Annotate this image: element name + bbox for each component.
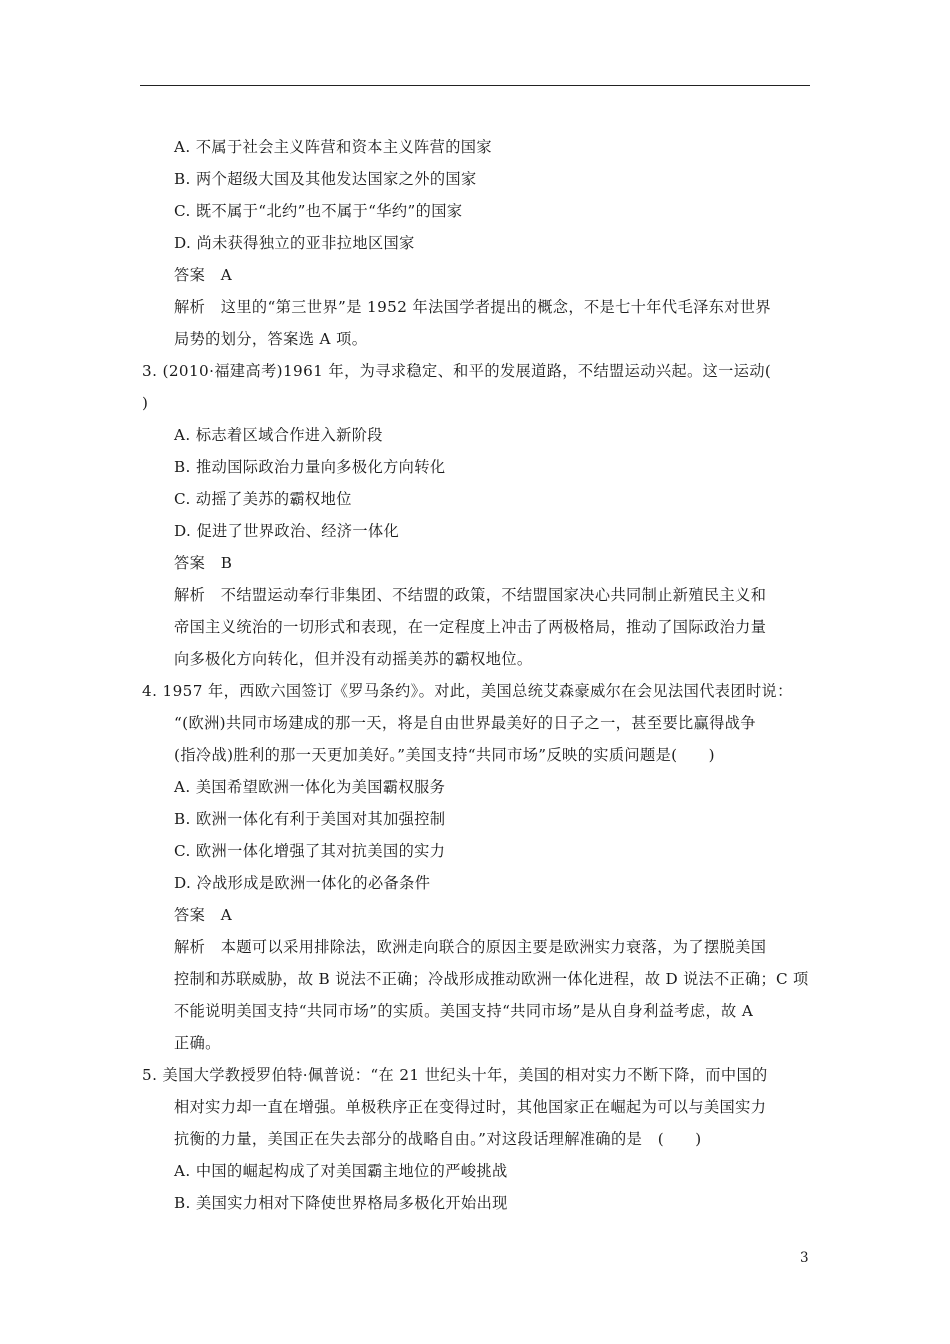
option-d: D. 尚未获得独立的亚非拉地区国家 [174,234,415,252]
option-d: D. 促进了世界政治、经济一体化 [174,522,400,540]
answer: 答案 B [174,554,233,572]
option-c: C. 既不属于“北约”也不属于“华约”的国家 [174,202,463,220]
analysis: 解析 本题可以采用排除法，欧洲走向联合的原因主要是欧洲实力衰落，为了摆脱美国 [174,938,767,956]
analysis: 解析 这里的“第三世界”是 1952 年法国学者提出的概念，不是七十年代毛泽东对世界 [174,298,772,316]
analysis-continued: 帝国主义统治的一切形式和表现，在一定程度上冲击了两极格局，推动了国际政治力量 [174,618,767,636]
analysis-continued: 向多极化方向转化，但并没有动摇美苏的霸权地位。 [174,650,533,668]
option-a: A. 标志着区域合作进入新阶段 [174,426,383,444]
question-4: 4. 1957 年，西欧六国签订《罗马条约》。对此，美国总统艾森豪威尔在会见法国代表团时说： [142,682,793,700]
question-5-continued: 相对实力却一直在增强。单极秩序正在变得过时，其他国家正在崛起为可以与美国实力 [174,1098,767,1116]
answer: 答案 A [174,266,233,284]
analysis-continued: 局势的划分，答案选 A 项。 [174,330,368,348]
question-4-stem-end: (指冷战)胜利的那一天更加美好。”美国支持“共同市场”反映的实质问题是( ) [174,746,715,764]
question-5: 5. 美国大学教授罗伯特·佩普说：“在 21 世纪头十年，美国的相对实力不断下降，而中国的 [142,1066,768,1084]
question-5-continued: 抗衡的力量，美国正在失去部分的战略自由。”对这段话理解准确的是 ( ) [174,1130,702,1148]
option-a: A. 中国的崛起构成了对美国霸主地位的严峻挑战 [174,1162,508,1180]
analysis: 解析 不结盟运动奉行非集团、不结盟的政策，不结盟国家决心共同制止新殖民主义和 [174,586,767,604]
option-a: A. 美国希望欧洲一体化为美国霸权服务 [174,778,446,796]
analysis-continued: 正确。 [174,1034,221,1052]
header-rule [140,85,810,86]
option-a: A. 不属于社会主义阵营和资本主义阵营的国家 [174,138,492,156]
analysis-continued: 不能说明美国支持“共同市场”的实质。美国支持“共同市场”是从自身利益考虑，故 A [174,1002,754,1020]
option-b: B. 两个超级大国及其他发达国家之外的国家 [174,170,477,188]
analysis-continued: 控制和苏联威胁，故 B 说法不正确；冷战形成推动欧洲一体化进程，故 D 说法不正确；C 项 [174,970,809,988]
option-c: C. 动摇了美苏的霸权地位 [174,490,352,508]
option-c: C. 欧洲一体化增强了其对抗美国的实力 [174,842,446,860]
option-d: D. 冷战形成是欧洲一体化的必备条件 [174,874,431,892]
option-b: B. 推动国际政治力量向多极化方向转化 [174,458,446,476]
question-3: 3. (2010·福建高考)1961 年，为寻求稳定、和平的发展道路，不结盟运动兴起。这一运动( [142,362,772,380]
option-b: B. 欧洲一体化有利于美国对其加强控制 [174,810,446,828]
page-number: 3 [800,1250,809,1266]
option-b: B. 美国实力相对下降使世界格局多极化开始出现 [174,1194,508,1212]
question-3-paren: ) [142,394,149,412]
question-4-quote: “(欧洲)共同市场建成的那一天，将是自由世界最美好的日子之一，甚至要比赢得战争 [174,714,756,732]
answer: 答案 A [174,906,233,924]
